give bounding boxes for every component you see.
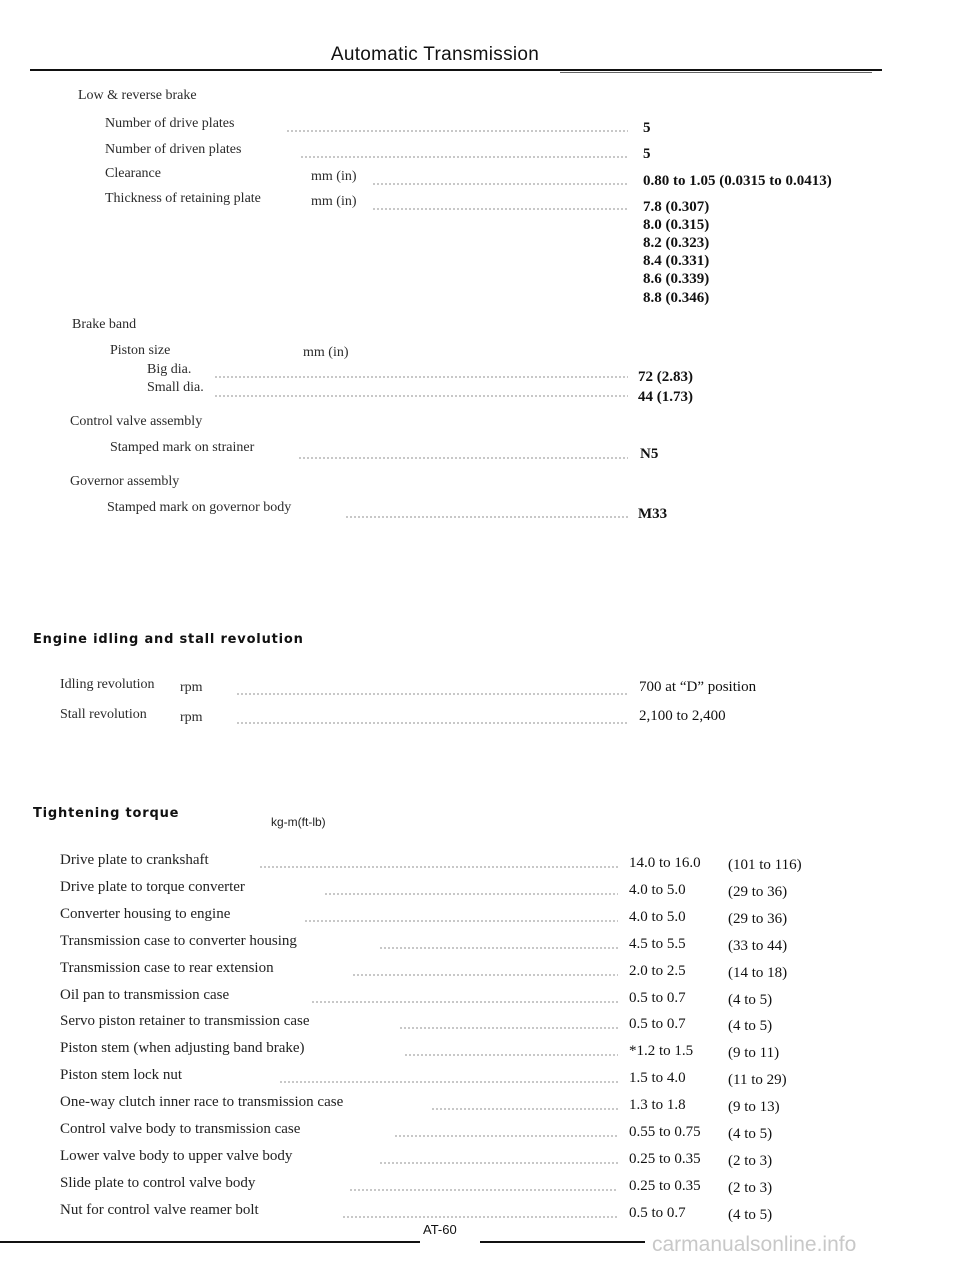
leader-dots xyxy=(372,183,628,185)
spec-value-retaining-plate-4: 8.4 (0.331) xyxy=(643,253,710,269)
torque-metric-value: 2.0 to 2.5 xyxy=(629,963,686,979)
torque-metric-value: 1.3 to 1.8 xyxy=(629,1097,686,1113)
torque-item-label: One-way clutch inner race to transmission case xyxy=(60,1094,344,1110)
leader-dots xyxy=(300,156,628,158)
spec-unit-piston-size: mm (in) xyxy=(303,345,349,360)
spec-value-retaining-plate-6: 8.8 (0.346) xyxy=(643,290,710,306)
spec-label-drive-plates: Number of drive plates xyxy=(105,116,235,131)
header-rule xyxy=(30,69,882,71)
torque-imperial-value: (29 to 36) xyxy=(728,911,788,927)
spec-value-drive-plates: 5 xyxy=(643,120,651,136)
torque-metric-value: 14.0 to 16.0 xyxy=(629,855,701,871)
torque-item-label: Converter housing to engine xyxy=(60,906,231,922)
torque-metric-value: 0.25 to 0.35 xyxy=(629,1151,701,1167)
torque-item-label: Drive plate to torque converter xyxy=(60,879,245,895)
spec-value-retaining-plate-3: 8.2 (0.323) xyxy=(643,235,710,251)
spec-value-stall: 2,100 to 2,400 xyxy=(639,708,726,724)
section-heading-brake-band: Brake band xyxy=(72,317,137,332)
torque-metric-value: 0.55 to 0.75 xyxy=(629,1124,701,1140)
torque-imperial-value: (4 to 5) xyxy=(728,1207,773,1223)
section-heading-low-reverse-brake: Low & reverse brake xyxy=(78,88,197,103)
section-heading-governor: Governor assembly xyxy=(70,474,180,489)
spec-value-big-dia: 72 (2.83) xyxy=(638,369,693,385)
torque-item-label: Piston stem (when adjusting band brake) xyxy=(60,1040,305,1056)
spec-label-governor-mark: Stamped mark on governor body xyxy=(107,500,292,515)
leader-dots xyxy=(236,693,628,695)
leader-dots xyxy=(404,1054,618,1056)
spec-label-driven-plates: Number of driven plates xyxy=(105,142,242,157)
spec-value-retaining-plate-2: 8.0 (0.315) xyxy=(643,217,710,233)
spec-value-retaining-plate-1: 7.8 (0.307) xyxy=(643,199,710,215)
torque-metric-value: 0.5 to 0.7 xyxy=(629,990,686,1006)
spec-unit-idling: rpm xyxy=(180,680,203,695)
torque-item-label: Piston stem lock nut xyxy=(60,1067,183,1083)
leader-dots xyxy=(379,1162,618,1164)
watermark-text: carmanualsonline.info xyxy=(652,1233,857,1256)
spec-unit-retaining-plate: mm (in) xyxy=(311,194,357,209)
section-heading-control-valve: Control valve assembly xyxy=(70,414,203,429)
leader-dots xyxy=(311,1001,618,1003)
page-header-title: Automatic Transmission xyxy=(330,44,540,65)
footer-rule-right xyxy=(480,1241,645,1243)
torque-item-label: Transmission case to rear extension xyxy=(60,960,274,976)
spec-value-retaining-plate-5: 8.6 (0.339) xyxy=(643,271,710,287)
torque-imperial-value: (29 to 36) xyxy=(728,884,788,900)
torque-item-label: Control valve body to transmission case xyxy=(60,1121,301,1137)
leader-dots xyxy=(286,130,628,132)
leader-dots xyxy=(349,1189,618,1191)
section-heading-idling-stall: Engine idling and stall revolution xyxy=(33,632,304,647)
section-heading-tightening-torque: Tightening torque xyxy=(33,806,180,821)
leader-dots xyxy=(372,208,628,210)
leader-dots xyxy=(214,376,628,378)
leader-dots xyxy=(324,893,618,895)
torque-metric-value: 1.5 to 4.0 xyxy=(629,1070,686,1086)
torque-item-label: Servo piston retainer to transmission case xyxy=(60,1013,310,1029)
spec-label-idling: Idling revolution xyxy=(60,677,155,692)
spec-value-small-dia: 44 (1.73) xyxy=(638,389,693,405)
torque-imperial-value: (2 to 3) xyxy=(728,1180,773,1196)
spec-value-idling: 700 at “D” position xyxy=(639,679,757,695)
torque-item-label: Drive plate to crankshaft xyxy=(60,852,209,868)
spec-label-clearance: Clearance xyxy=(105,166,161,181)
spec-value-clearance: 0.80 to 1.05 (0.0315 to 0.0413) xyxy=(643,173,832,189)
torque-item-label: Transmission case to converter housing xyxy=(60,933,297,949)
leader-dots xyxy=(352,974,618,976)
torque-metric-value: 4.0 to 5.0 xyxy=(629,909,686,925)
torque-metric-value: 0.25 to 0.35 xyxy=(629,1178,701,1194)
leader-dots xyxy=(399,1027,618,1029)
torque-imperial-value: (9 to 11) xyxy=(728,1045,780,1061)
torque-imperial-value: (11 to 29) xyxy=(728,1072,787,1088)
leader-dots xyxy=(279,1081,618,1083)
torque-item-label: Oil pan to transmission case xyxy=(60,987,230,1003)
torque-imperial-value: (4 to 5) xyxy=(728,1018,773,1034)
footer-rule-left xyxy=(0,1241,420,1243)
torque-imperial-value: (4 to 5) xyxy=(728,992,773,1008)
torque-item-label: Slide plate to control valve body xyxy=(60,1175,256,1191)
spec-label-big-dia: Big dia. xyxy=(147,362,192,377)
torque-item-label: Nut for control valve reamer bolt xyxy=(60,1202,259,1218)
torque-unit-header: kg-m(ft-lb) xyxy=(271,815,326,829)
spec-label-strainer-mark: Stamped mark on strainer xyxy=(110,440,255,455)
leader-dots xyxy=(431,1108,618,1110)
leader-dots xyxy=(394,1135,618,1137)
leader-dots xyxy=(379,947,618,949)
header-rule-taper xyxy=(560,72,872,73)
leader-dots xyxy=(342,1216,618,1218)
spec-value-governor-mark: M33 xyxy=(638,506,668,522)
leader-dots xyxy=(236,722,628,724)
torque-item-label: Lower valve body to upper valve body xyxy=(60,1148,293,1164)
spec-value-driven-plates: 5 xyxy=(643,146,651,162)
page-number: AT-60 xyxy=(423,1222,457,1237)
leader-dots xyxy=(298,457,628,459)
torque-imperial-value: (101 to 116) xyxy=(728,857,802,873)
spec-value-strainer-mark: N5 xyxy=(640,446,659,462)
spec-unit-clearance: mm (in) xyxy=(311,169,357,184)
leader-dots xyxy=(214,395,628,397)
torque-imperial-value: (4 to 5) xyxy=(728,1126,773,1142)
torque-imperial-value: (2 to 3) xyxy=(728,1153,773,1169)
spec-label-small-dia: Small dia. xyxy=(147,380,204,395)
torque-metric-value: 4.5 to 5.5 xyxy=(629,936,686,952)
leader-dots xyxy=(304,920,618,922)
spec-label-piston-size: Piston size xyxy=(110,343,171,358)
torque-imperial-value: (14 to 18) xyxy=(728,965,788,981)
spec-label-stall: Stall revolution xyxy=(60,707,147,722)
torque-metric-value: 0.5 to 0.7 xyxy=(629,1205,686,1221)
torque-metric-value: 4.0 to 5.0 xyxy=(629,882,686,898)
torque-imperial-value: (33 to 44) xyxy=(728,938,788,954)
spec-unit-stall: rpm xyxy=(180,710,203,725)
torque-imperial-value: (9 to 13) xyxy=(728,1099,780,1115)
leader-dots xyxy=(345,516,628,518)
torque-metric-value: 0.5 to 0.7 xyxy=(629,1016,686,1032)
spec-label-retaining-plate: Thickness of retaining plate xyxy=(105,191,261,206)
leader-dots xyxy=(259,866,618,868)
torque-metric-value: *1.2 to 1.5 xyxy=(629,1043,694,1059)
